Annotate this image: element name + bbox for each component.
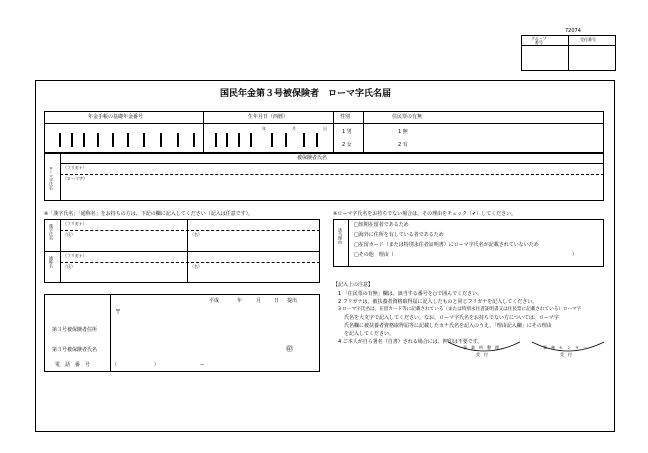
reason-side-label: 該当理由	[338, 228, 343, 244]
address-label: 第３号被保険者住所	[52, 327, 98, 333]
residence-option-yes[interactable]: 2 有	[398, 142, 408, 148]
digit-box[interactable]	[83, 133, 85, 147]
reason-note: ※ローマ字氏名をお持ちでない場合は、その理由をチェック（✔）してください。	[333, 211, 517, 217]
alias-sei-label: （氏）	[63, 264, 75, 269]
furigana-divider	[60, 174, 604, 175]
form-title: 国民年金第３号被保険者 ローマ字氏名届	[220, 89, 392, 99]
submit-date-day: 日	[274, 298, 280, 304]
phone-label: 電 話 番 号	[55, 362, 91, 368]
corner-divider	[521, 45, 616, 46]
alias-name-side-label: 通称名	[49, 256, 54, 268]
notes-heading: 【記入上の注意】	[333, 282, 374, 288]
digit-box[interactable]	[71, 133, 73, 147]
digit-box[interactable]	[112, 133, 114, 147]
submit-date-year: 年	[237, 298, 243, 304]
kanji-mei-field[interactable]	[189, 238, 318, 250]
phone-dash: −	[200, 362, 205, 368]
address-field[interactable]	[124, 310, 316, 328]
digit-box[interactable]	[97, 133, 99, 147]
name-label: 第３号被保険者氏名	[52, 347, 98, 353]
submitter-col-line	[110, 294, 111, 372]
insured-name-header: 被保険者氏名	[297, 155, 328, 161]
kanji-mid-line	[44, 251, 320, 252]
note-item: を記入してください。	[344, 331, 395, 337]
note-item: 3 ローマ字氏名は、在留カード等に記載されている（または特別永住者証明書又は住民票に記載されている）ローマ字	[338, 307, 582, 312]
digit-box[interactable]	[59, 133, 61, 147]
dob-day-label: 日	[323, 126, 327, 131]
residence-header: 住民票の有無	[392, 114, 423, 120]
dob-digit-box[interactable]	[316, 133, 318, 147]
seal-mark: ㊞	[286, 345, 293, 353]
reason-option-no-romaji[interactable]: □在留カード（または特別永住者証明書）にローマ字氏名が記載されていないため	[354, 242, 539, 248]
residence-option-none[interactable]: 1 無	[398, 129, 408, 135]
sex-option-male[interactable]: 1 男	[342, 129, 352, 135]
reason-other-close-paren: ）	[572, 252, 578, 258]
kanji-note: ※「漢字氏名」「通称名」をお持ちの方は、下記の欄に記入してください（記入は任意です）。	[44, 211, 254, 217]
group-number-label: グループ 番号	[531, 36, 547, 45]
kanji-sei-field[interactable]	[62, 238, 185, 250]
note-item: 氏名を大文字で記入してください。なお、ローマ字氏名をお持ちでない方については、ローマ字	[344, 315, 559, 321]
romaji-name-field[interactable]	[62, 182, 602, 199]
phone-paren-open: （	[112, 362, 118, 368]
kanji-furigana-label: （フリガナ）	[63, 221, 87, 226]
dob-digit-box[interactable]	[226, 133, 228, 147]
kanji-mei-label: （名）	[190, 232, 202, 237]
dob-digit-box[interactable]	[250, 133, 252, 147]
header-col-line	[363, 111, 364, 153]
center-stamp-receipt: 受 付	[560, 352, 572, 357]
header-col-line	[333, 111, 334, 153]
note-item: 氏名欄に被扶養者資格取得届等に記載したカナ氏名を記入のうえ、「理由記入欄」にその理由	[344, 323, 552, 329]
digit-box[interactable]	[160, 133, 162, 147]
submit-date-month: 月	[256, 298, 262, 304]
kanji-sei-label: （氏）	[63, 232, 75, 237]
kanji-sei-mei-line	[187, 219, 188, 283]
kanji-furigana-divider	[60, 230, 320, 231]
sex-header: 性別	[340, 114, 351, 120]
office-stamp-label: 事 業 所 整 理	[463, 345, 499, 350]
sex-option-female[interactable]: 2 女	[342, 142, 352, 148]
insured-name-side-line	[60, 153, 61, 201]
alias-furigana-label: （フリガナ）	[63, 253, 87, 258]
reason-option-other[interactable]: □その他 理由（	[354, 252, 394, 258]
pension-number-header: 年金手帳の基礎年金番号	[88, 114, 144, 120]
dob-digit-box[interactable]	[238, 133, 240, 147]
reason-option-short-stay[interactable]: □短期在留者であるため	[354, 222, 409, 228]
dob-digit-box[interactable]	[271, 133, 273, 147]
office-stamp-receipt: 受 付	[476, 352, 488, 357]
postal-mark: 〒	[115, 309, 122, 316]
reason-option-overseas[interactable]: □海外に住所を有している者であるため	[354, 232, 444, 238]
header-col-line	[203, 111, 204, 153]
receipt-number-label: 受付番号	[580, 37, 596, 42]
center-stamp-label: 事 務 セ ン タ ー	[543, 345, 587, 350]
dob-year-label: 年	[262, 126, 266, 131]
phone-paren-close: ）	[154, 362, 160, 368]
insured-name-row-line	[60, 163, 604, 164]
dob-header: 生年月日（西暦）	[248, 114, 289, 120]
digit-box[interactable]	[127, 133, 129, 147]
submit-date-era: 平成	[209, 298, 220, 304]
alias-mei-label: （名）	[190, 264, 202, 269]
dob-digit-box[interactable]	[303, 133, 305, 147]
dob-digit-box[interactable]	[285, 133, 287, 147]
note-item: 1 「住民票の有無」欄は、該当する番号を○で囲んでください。	[338, 291, 483, 297]
form-number: 72074	[565, 28, 581, 34]
dob-digit-box[interactable]	[215, 133, 217, 147]
submit-label: 提出	[287, 298, 298, 304]
dob-month-label: 月	[292, 126, 296, 131]
kanji-name-side-label: 漢字氏名	[49, 224, 54, 240]
name-field[interactable]	[114, 342, 282, 356]
alias-mei-field[interactable]	[189, 270, 318, 282]
alias-sei-field[interactable]	[62, 270, 185, 282]
reason-side-line	[348, 219, 349, 267]
romaji-label: （ローマ字）	[63, 176, 87, 181]
digit-box[interactable]	[193, 133, 195, 147]
digit-box[interactable]	[177, 133, 179, 147]
phone-field[interactable]	[116, 360, 314, 370]
romaji-name-side-label: ローマ字氏名	[49, 166, 54, 190]
digit-box[interactable]	[143, 133, 145, 147]
note-item: 4 ご本人が自ら署名（自書）される場合には、押印は不要です。	[338, 339, 483, 345]
note-item: 2 フリガナは、被扶養者資格取得届に記入したものと同じフリガナを記入してください。	[338, 299, 538, 305]
alias-furigana-divider	[60, 262, 320, 263]
header-row-line	[44, 123, 604, 124]
furigana-label: （フリガナ）	[63, 165, 87, 170]
